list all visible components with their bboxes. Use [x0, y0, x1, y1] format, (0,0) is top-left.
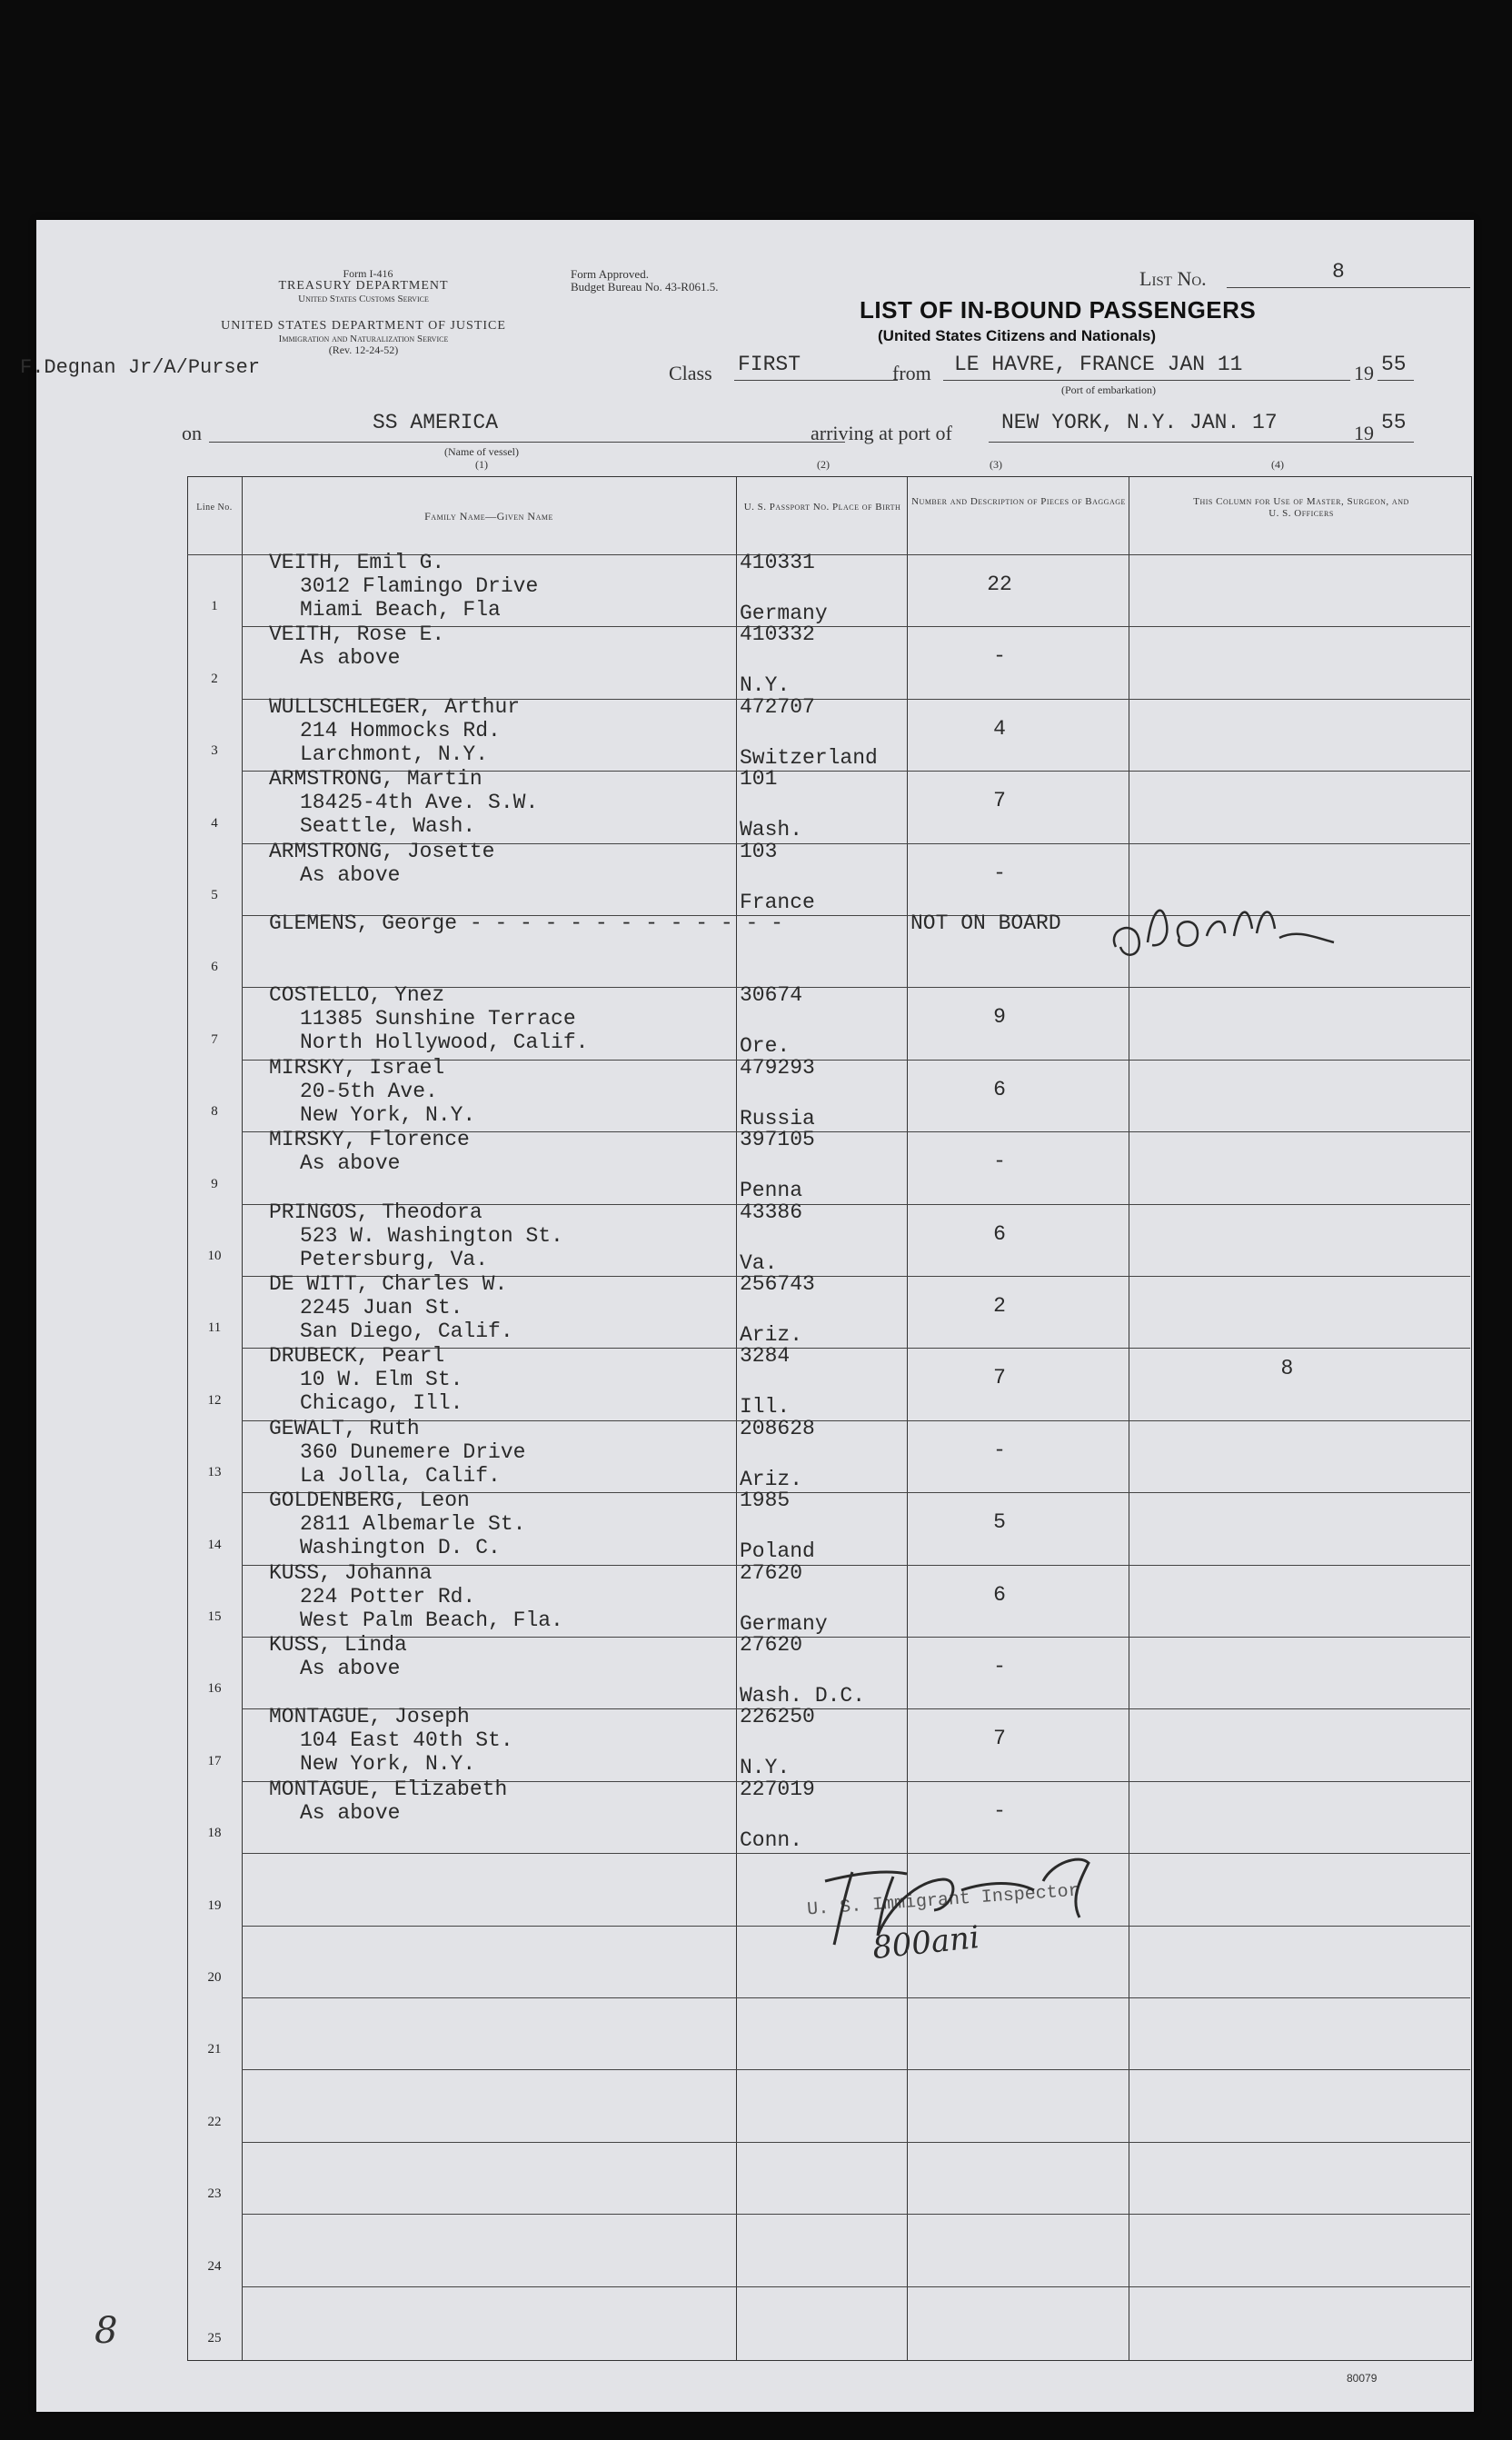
- passenger-name: MONTAGUE, Elizabeth: [269, 1777, 508, 1801]
- passenger-address-line1: 20-5th Ave.: [300, 1079, 438, 1103]
- passport-number: 30674: [740, 983, 803, 1008]
- line-number: 5: [211, 888, 218, 902]
- header-officers: This Column for Use of Master, Surgeon, and U. S. Officers: [1193, 496, 1409, 519]
- list-no-value: 8: [1332, 260, 1345, 284]
- baggage-count: 9: [993, 1005, 1006, 1030]
- passenger-name: ARMSTRONG, Martin: [269, 767, 482, 792]
- col-num-1: (1): [475, 458, 488, 471]
- passenger-name: MIRSKY, Florence: [269, 1128, 470, 1152]
- place-of-birth: Ariz.: [740, 1467, 803, 1491]
- baggage-count: -: [993, 644, 1006, 669]
- line-number: 15: [207, 1609, 222, 1624]
- passenger-name: VEITH, Rose E.: [269, 622, 445, 647]
- place-of-birth: Wash. D.C.: [740, 1684, 866, 1708]
- purser-signature: F.Degnan Jr/A/Purser: [20, 356, 261, 379]
- passenger-address-line1: 214 Hommocks Rd.: [300, 718, 501, 742]
- baggage-count: -: [993, 1798, 1006, 1823]
- vessel-value: SS AMERICA: [373, 411, 499, 434]
- from-label: from: [892, 362, 931, 384]
- passport-number: 227019: [740, 1777, 815, 1801]
- row-rule: [242, 1997, 1470, 1998]
- line-number: 16: [207, 1681, 222, 1697]
- year-prefix-1: 19: [1354, 362, 1374, 384]
- year-value-1: 55: [1381, 353, 1407, 376]
- form-approved: Form Approved.: [571, 267, 649, 281]
- header-line-no: Line No.: [196, 503, 233, 513]
- passenger-address-line1: 224 Potter Rd.: [300, 1584, 476, 1608]
- line-number: 1: [211, 599, 218, 614]
- line-number: 9: [211, 1176, 218, 1191]
- baggage-count: 6: [993, 1077, 1006, 1101]
- passenger-address-line2: San Diego, Calif.: [300, 1320, 513, 1343]
- place-of-birth: Poland: [740, 1539, 815, 1564]
- passenger-address-line2: La Jolla, Calif.: [300, 1463, 501, 1488]
- inspector-stamp: U. S. Immigrant Inspector: [806, 1880, 1080, 1921]
- line-number: 25: [207, 2331, 222, 2345]
- passenger-address-line2: Seattle, Wash.: [300, 814, 476, 839]
- passenger-address-line2: Petersburg, Va.: [300, 1247, 489, 1271]
- header-name: Family Name—Given Name: [424, 510, 553, 523]
- baggage-count: -: [993, 861, 1006, 885]
- line-number: 24: [207, 2258, 222, 2274]
- col-num-3: (3): [990, 458, 1002, 471]
- place-of-birth: Va.: [740, 1250, 778, 1275]
- baggage-count: 4: [993, 716, 1006, 741]
- header-baggage: Number and Description of Pieces of Baggage: [911, 496, 1126, 507]
- revision: (Rev. 12-24-52): [328, 344, 399, 356]
- passenger-address-line1: 2245 Juan St.: [300, 1296, 463, 1320]
- passenger-address-line1: As above: [300, 646, 401, 671]
- passport-number: 101: [740, 767, 778, 792]
- passenger-address-line2: New York, N.Y.: [300, 1752, 476, 1777]
- passenger-address-line2: Larchmont, N.Y.: [300, 742, 489, 766]
- row-rule: [242, 2069, 1470, 2070]
- baggage-count: NOT ON BOARD: [910, 911, 1061, 935]
- officer-signature: [1098, 892, 1370, 974]
- passenger-name: MIRSKY, Israel: [269, 1055, 445, 1080]
- passenger-address-line2: West Palm Beach, Fla.: [300, 1608, 563, 1632]
- passport-number: 472707: [740, 694, 815, 719]
- arrival-port-value: NEW YORK, N.Y. JAN. 17: [1001, 411, 1278, 434]
- baggage-count: -: [993, 1655, 1006, 1678]
- header-passport: U. S. Passport No. Place of Birth: [743, 502, 901, 513]
- list-no-label: List No.: [1139, 267, 1207, 290]
- passenger-address-line1: 10 W. Elm St.: [300, 1368, 463, 1392]
- passenger-name: KUSS, Linda: [269, 1633, 407, 1657]
- line-number: 2: [211, 671, 218, 686]
- passenger-address-line1: 3012 Flamingo Drive: [300, 574, 539, 598]
- row-rule: [242, 2214, 1470, 2215]
- row-rule: [242, 1637, 1470, 1638]
- baggage-count: -: [993, 1150, 1006, 1174]
- vessel-label: (Name of vessel): [444, 445, 519, 458]
- passport-number: 1985: [740, 1489, 791, 1513]
- passport-number: 410332: [740, 622, 815, 647]
- line-number: 18: [207, 1826, 222, 1841]
- line-number: 22: [207, 2114, 222, 2129]
- line-number: 6: [211, 960, 218, 975]
- passport-number: 410331: [740, 551, 815, 574]
- place-of-birth: N.Y.: [740, 1756, 791, 1780]
- baggage-count: 6: [993, 1221, 1006, 1246]
- baggage-count: 5: [993, 1510, 1006, 1535]
- place-of-birth: Germany: [740, 1611, 828, 1636]
- passport-number: 27620: [740, 1633, 803, 1657]
- line-number: 12: [207, 1392, 222, 1408]
- form-number: Form I-416: [343, 267, 393, 280]
- place-of-birth: Ore.: [740, 1034, 791, 1059]
- place-of-birth: Switzerland: [740, 745, 878, 770]
- passenger-address-line2: North Hollywood, Calif.: [300, 1031, 589, 1055]
- line-number: 17: [207, 1753, 222, 1768]
- passenger-name: PRINGOS, Theodora: [269, 1200, 482, 1224]
- line-number: 8: [211, 1104, 218, 1120]
- ins-service: Immigration and Naturalization Service: [278, 334, 449, 344]
- place-of-birth: Ill.: [740, 1395, 791, 1419]
- passenger-address-line1: 104 East 40th St.: [300, 1728, 513, 1753]
- line-number: 19: [207, 1897, 222, 1913]
- passenger-name: KUSS, Johanna: [269, 1560, 433, 1585]
- passenger-address-line1: 360 Dunemere Drive: [300, 1439, 526, 1464]
- inspector-signature: [807, 1845, 1189, 1954]
- place-of-birth: Wash.: [740, 818, 803, 842]
- line-number: 21: [207, 2042, 222, 2057]
- col-num-2: (2): [817, 458, 830, 471]
- line-number: 13: [207, 1465, 222, 1480]
- class-label: Class: [669, 362, 712, 384]
- passenger-name: MONTAGUE, Joseph: [269, 1705, 470, 1729]
- class-value: FIRST: [738, 353, 801, 376]
- passport-number: 27620: [740, 1560, 803, 1585]
- passenger-address-line1: 523 W. Washington St.: [300, 1223, 563, 1248]
- passenger-name: DE WITT, Charles W.: [269, 1272, 508, 1296]
- document-title: LIST OF IN-BOUND PASSENGERS: [860, 296, 1257, 324]
- baggage-count: 7: [993, 789, 1006, 813]
- place-of-birth: Germany: [740, 602, 828, 625]
- passport-number: 103: [740, 839, 778, 863]
- passenger-address-line1: As above: [300, 1800, 401, 1825]
- place-of-birth: Russia: [740, 1106, 815, 1130]
- line-number: 3: [211, 743, 218, 759]
- line-number: 11: [207, 1320, 222, 1336]
- passport-number: 208628: [740, 1416, 815, 1440]
- place-of-birth: Ariz.: [740, 1323, 803, 1347]
- passenger-name: DRUBECK, Pearl: [269, 1344, 445, 1369]
- year-prefix-2: 19: [1354, 422, 1374, 444]
- from-value: LE HAVRE, FRANCE JAN 11: [954, 353, 1243, 376]
- row-rule: [242, 2142, 1470, 2143]
- passenger-address-line1: 18425-4th Ave. S.W.: [300, 791, 539, 815]
- treasury-dept: TREASURY DEPARTMENT: [278, 279, 449, 293]
- port-embark-label: (Port of embarkation): [1061, 383, 1156, 396]
- on-label: on: [182, 422, 202, 444]
- baggage-count: 2: [993, 1294, 1006, 1318]
- passenger-name: ARMSTRONG, Josette: [269, 839, 495, 863]
- passport-number: 479293: [740, 1055, 815, 1080]
- passenger-name: VEITH, Emil G.: [269, 551, 445, 574]
- passenger-name: WULLSCHLEGER, Arthur: [269, 694, 521, 719]
- place-of-birth: Conn.: [740, 1828, 803, 1852]
- passenger-address-line1: 11385 Sunshine Terrace: [300, 1007, 576, 1031]
- budget-bureau: Budget Bureau No. 43-R061.5.: [571, 280, 719, 294]
- arriving-label: arriving at port of: [811, 422, 952, 444]
- baggage-count: 22: [987, 573, 1012, 596]
- row-rule: [242, 2286, 1470, 2287]
- passenger-name: GLEMENS, George - - - - - - - - - - - - -: [269, 911, 783, 935]
- passport-number: 256743: [740, 1272, 815, 1296]
- passenger-name: GEWALT, Ruth: [269, 1416, 420, 1440]
- passenger-address-line1: As above: [300, 1657, 401, 1680]
- inspector-stamp-number: 800ani: [870, 1918, 981, 1967]
- passenger-address-line1: As above: [300, 862, 401, 887]
- margin-mark: 8: [94, 2310, 118, 2352]
- place-of-birth: France: [740, 890, 815, 914]
- passport-number: 226250: [740, 1705, 815, 1729]
- manifest-sheet: [20, 220, 1474, 2412]
- passenger-address-line2: Miami Beach, Fla: [300, 598, 501, 622]
- line-number: 23: [207, 2186, 222, 2202]
- col-divider-name: [736, 476, 737, 2361]
- footer-code: 80079: [1347, 2372, 1378, 2385]
- place-of-birth: N.Y.: [740, 673, 791, 698]
- line-number: 7: [211, 1031, 218, 1047]
- passport-number: 3284: [740, 1344, 791, 1369]
- row-rule: [242, 1420, 1470, 1421]
- baggage-count: 6: [993, 1582, 1006, 1607]
- passport-number: 43386: [740, 1200, 803, 1224]
- line-number: 14: [207, 1537, 222, 1552]
- customs-service: United States Customs Service: [298, 294, 429, 304]
- vessel-field: [209, 418, 845, 443]
- passport-number: 397105: [740, 1128, 815, 1152]
- document-subtitle: (United States Citizens and Nationals): [878, 327, 1157, 344]
- passenger-address-line1: 2811 Albemarle St.: [300, 1512, 526, 1537]
- officer-note: 8: [1281, 1355, 1293, 1379]
- baggage-count: -: [993, 1438, 1006, 1462]
- line-number: 10: [207, 1249, 222, 1263]
- col-num-4: (4): [1271, 458, 1284, 471]
- passenger-address-line1: As above: [300, 1151, 401, 1176]
- justice-dept: UNITED STATES DEPARTMENT OF JUSTICE: [221, 319, 506, 333]
- line-number: 20: [207, 1970, 222, 1985]
- col-divider-line-no: [242, 476, 243, 2361]
- place-of-birth: Penna: [740, 1179, 803, 1203]
- baggage-count: 7: [993, 1727, 1006, 1751]
- passenger-address-line2: Chicago, Ill.: [300, 1391, 463, 1416]
- list-no-field: [1227, 264, 1470, 288]
- passenger-address-line2: Washington D. C.: [300, 1536, 501, 1560]
- year-value-2: 55: [1381, 411, 1407, 434]
- passenger-name: COSTELLO, Ynez: [269, 983, 445, 1008]
- passenger-name: GOLDENBERG, Leon: [269, 1489, 470, 1513]
- col-divider-passport: [907, 476, 908, 2361]
- baggage-count: 7: [993, 1366, 1006, 1390]
- passenger-address-line2: New York, N.Y.: [300, 1102, 476, 1127]
- line-number: 4: [211, 815, 218, 831]
